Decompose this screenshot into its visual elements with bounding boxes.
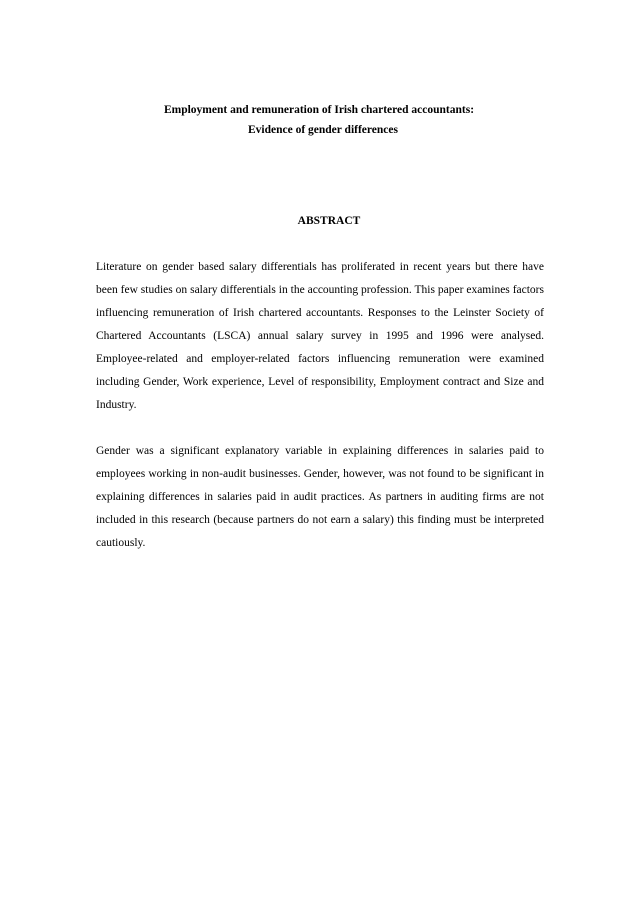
- title-line-1: Employment and remuneration of Irish chartered accountants:: [163, 104, 475, 116]
- title-line-2: Evidence of gender differences: [247, 124, 398, 136]
- abstract-paragraph-1: [96, 256, 544, 417]
- paper-title: [0, 100, 638, 140]
- abstract-heading: ABSTRACT: [297, 215, 361, 227]
- paragraph-text: Literature on gender based salary differentials has proliferated in recent years but there have been few studies on salary differentials in the accounting profession. This paper examines factors influencing remuneration of Irish chartered accountants. Responses to the Leinster Society of Chartered Accountants (LSCA) annual salary survey in 1995 and 1996 were analysed. Employee-related and employer-related factors influencing remuneration were examined including Gender, Work experience, Level of responsibility, Employment contract and Size and Industry.: [96, 261, 544, 411]
- abstract-paragraph-2: [96, 440, 544, 555]
- paragraph-text: Gender was a significant explanatory variable in explaining differences in salaries paid to employees working in non-audit businesses. Gender, however, was not found to be significant in explaining differences in salaries paid in audit practices. As partners in auditing firms are not included in this research (because partners do not earn a salary) this finding must be interpreted cautiously.: [96, 445, 544, 549]
